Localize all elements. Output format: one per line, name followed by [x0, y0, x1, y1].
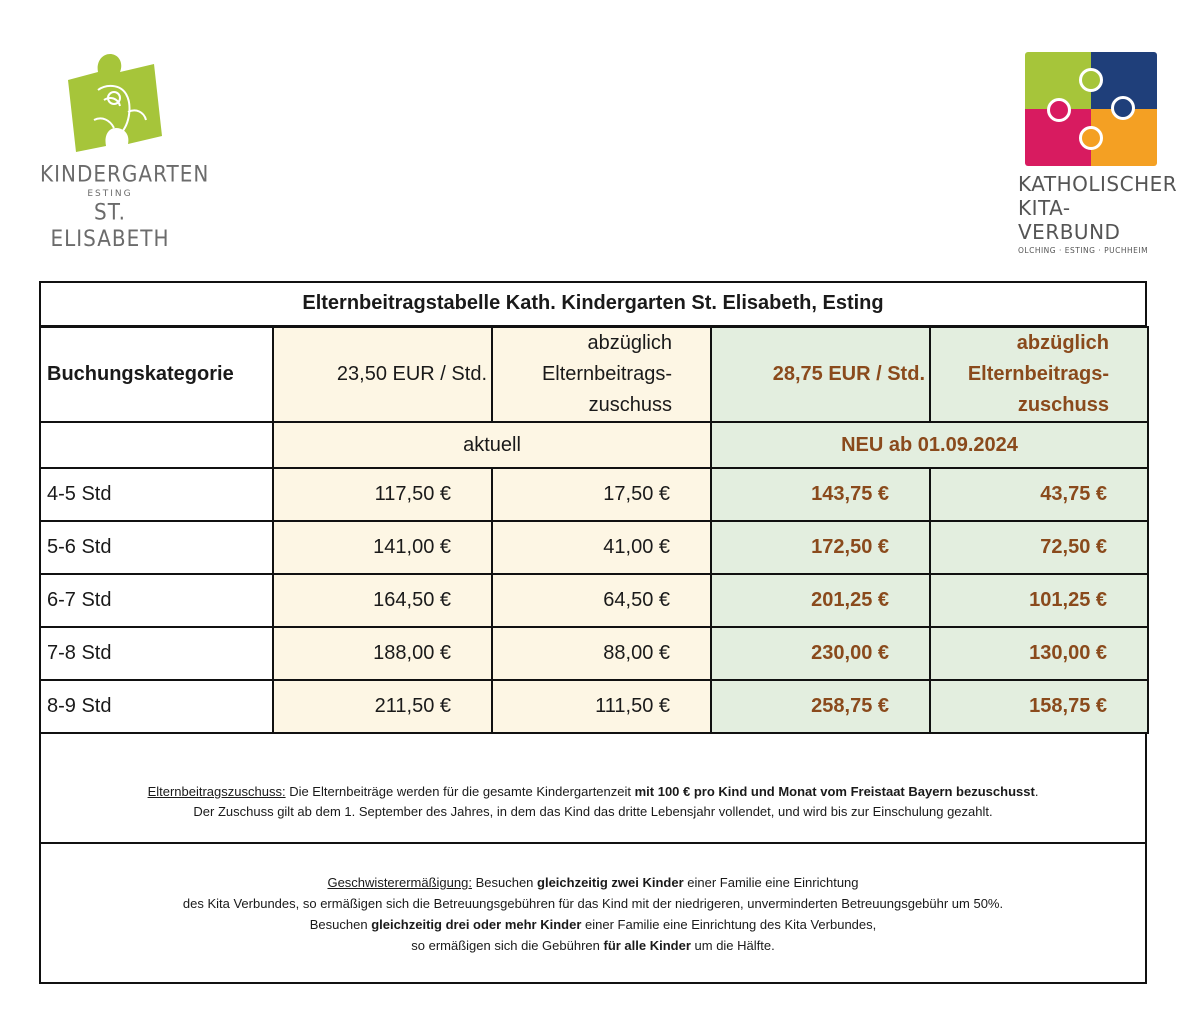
kita-verbund-logo	[1018, 52, 1178, 255]
period-new: NEU ab 01.09.2024	[711, 422, 1148, 468]
row-current-deduct: 88,00 €	[492, 627, 711, 680]
header-rate-current: 23,50 EUR / Std.	[273, 327, 492, 422]
logo-line-1: KATHOLISCHER	[1018, 172, 1178, 196]
header-category: Buchungskategorie	[40, 327, 273, 422]
siblings-note: Geschwisterermäßigung: Besuchen gleichzeitig zwei Kinder einer Familie eine Einrichtung des Kita Verbundes, so ermäßigen sich die Betreuungsgebühren für das Kind mit der niedrigeren, unverminderten Betreuungsgebühr um 50%. Besuchen gleichzeitig drei oder mehr Kinder einer Familie eine Einrichtung des Kita Verbundes, so ermäßigen sich die Gebühren für alle Kinder um die Hälfte.	[182, 875, 1004, 953]
table-title: Elternbeitragstabelle Kath. Kindergarten St. Elisabeth, Esting	[39, 281, 1147, 327]
row-new-deduct: 130,00 €	[930, 627, 1148, 680]
table-header-row	[40, 327, 1148, 422]
row-new: 230,00 €	[711, 627, 930, 680]
puzzle-piece-icon	[58, 40, 162, 152]
row-new: 172,50 €	[711, 521, 930, 574]
row-new-deduct: 101,25 €	[930, 574, 1148, 627]
row-category: 4-5 Std	[40, 468, 273, 521]
row-new: 143,75 €	[711, 468, 930, 521]
row-current-deduct: 41,00 €	[492, 521, 711, 574]
header-rate-new: 28,75 EUR / Std.	[711, 327, 930, 422]
row-new-deduct: 158,75 €	[930, 680, 1148, 733]
period-empty-cell	[40, 422, 273, 468]
row-new: 201,25 €	[711, 574, 930, 627]
row-new-deduct: 72,50 €	[930, 521, 1148, 574]
period-current: aktuell	[273, 422, 711, 468]
header-deduct-current: abzüglich Elternbeitrags- zuschuss	[492, 327, 711, 422]
table-row	[40, 627, 1148, 680]
subsidy-line-2: Der Zuschuss gilt ab dem 1. September des Jahres, in dem das Kind das dritte Lebensjahr vollendet, und wird bis zur Einschulung gezahlt.	[193, 804, 993, 819]
table-row	[40, 521, 1148, 574]
row-category: 8-9 Std	[40, 680, 273, 733]
row-new-deduct: 43,75 €	[930, 468, 1148, 521]
row-category: 6-7 Std	[40, 574, 273, 627]
subsidy-label: Elternbeitragszuschuss:	[147, 784, 286, 799]
fee-table	[39, 326, 1149, 734]
kindergarten-logo	[40, 40, 210, 252]
logo-subtitle: ESTING	[87, 189, 133, 199]
row-current: 211,50 €	[273, 680, 492, 733]
row-category: 7-8 Std	[40, 627, 273, 680]
row-current: 117,50 €	[273, 468, 492, 521]
row-new: 258,75 €	[711, 680, 930, 733]
siblings-label: Geschwisterermäßigung:	[327, 875, 472, 890]
logo-name: ST. ELISABETH	[50, 198, 170, 252]
row-current-deduct: 17,50 €	[492, 468, 711, 521]
puzzle-grid-icon	[1025, 52, 1157, 166]
row-current-deduct: 111,50 €	[492, 680, 711, 733]
table-row	[40, 468, 1148, 521]
row-current: 141,00 €	[273, 521, 492, 574]
period-row	[40, 422, 1148, 468]
table-row	[40, 680, 1148, 733]
logo-line-2: KITA-VERBUND	[1018, 196, 1121, 244]
row-current: 164,50 €	[273, 574, 492, 627]
subsidy-note: Elternbeitragszuschuss: Die Elternbeiträge werden für die gesamte Kindergartenzeit mit 100 € pro Kind und Monat vom Freistaat Bayern bezuschusst. Der Zuschuss gilt ab dem 1. September des Jahres, in dem das Kind das dritte Lebensjahr vollendet, und wird bis zur Einschulung gezahlt.	[39, 762, 1147, 844]
row-current-deduct: 64,50 €	[492, 574, 711, 627]
header-deduct-new: abzüglich Elternbeitrags- zuschuss	[930, 327, 1148, 422]
logo-title: KINDERGARTEN	[40, 160, 210, 188]
row-current: 188,00 €	[273, 627, 492, 680]
logo-locations: OLCHING · ESTING · PUCHHEIM	[1018, 246, 1149, 255]
row-category: 5-6 Std	[40, 521, 273, 574]
table-row	[40, 574, 1148, 627]
